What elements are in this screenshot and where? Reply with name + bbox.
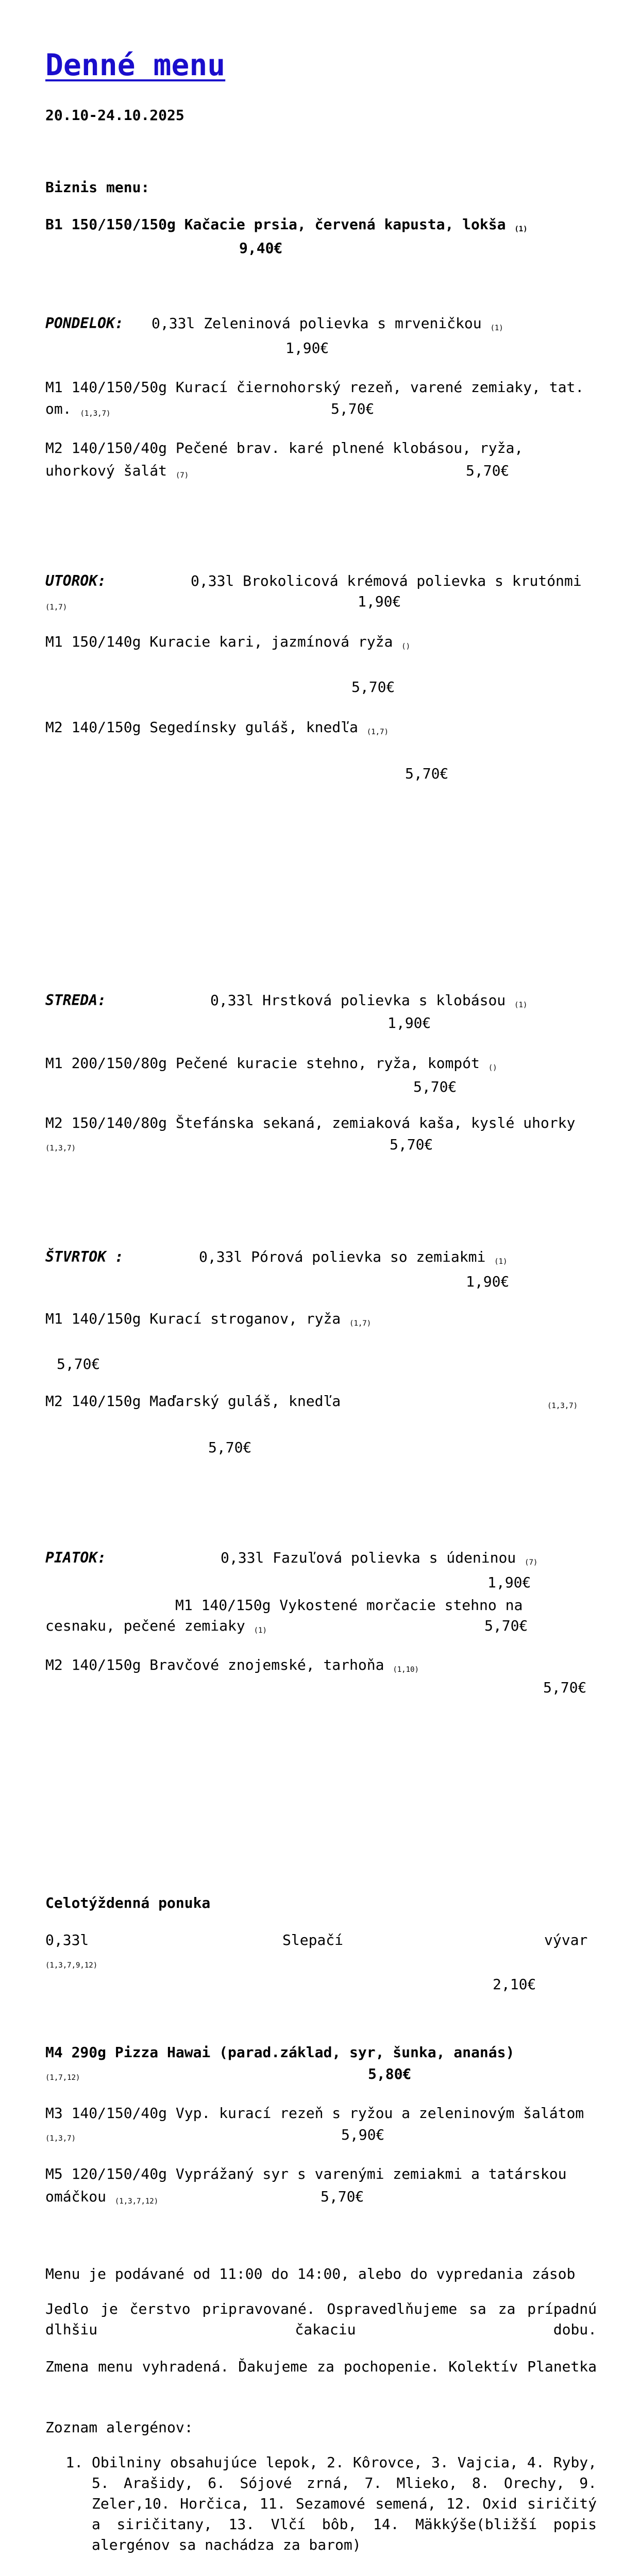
day-friday: PIATOK: (45, 1549, 107, 1566)
monday-m2-line2-text: uhorkový šalát (45, 462, 167, 479)
tuesday-soup-allergens-wrap (45, 600, 68, 612)
day-monday: PONDELOK: (45, 315, 124, 332)
wednesday-m1-allergens: () (488, 1064, 497, 1072)
weekly-soup-name: Slepačí (282, 1931, 344, 1948)
friday-m1-line2 (45, 1616, 267, 1639)
wednesday-m2-allergens: (1,3,7) (45, 1144, 76, 1153)
weekly-soup-word: vývar (544, 1931, 588, 1948)
monday-m1-line1: M1 140/150/50g Kurací čiernohorský rezeň, varené zemiaky, tat. (45, 379, 584, 396)
thursday-soup-text: 0,33l Pórová polievka so zemiakmi (199, 1248, 486, 1265)
thursday-soup-price: 1,90€ (466, 1273, 510, 1290)
thursday-m1-text: M1 140/150g Kurací stroganov, ryža (45, 1310, 341, 1327)
tuesday-m2 (45, 717, 389, 740)
weekly-m4-text: M4 290g Pizza Hawai (parad.základ, syr, šunka, ananás) (45, 2044, 515, 2061)
weekly-m3-allergens-wrap (45, 2131, 76, 2141)
weekly-m5-line1: M5 120/150/40g Vyprážaný syr s varenými zemiakmi a tatárskou (45, 2165, 567, 2182)
wednesday-m2-price: 5,70€ (390, 1136, 433, 1153)
weekly-soup-allergens: (1,3,7,9,12) (45, 1961, 98, 1970)
serving-hours: Menu je podávané od 11:00 do 14:00, alebo do vypredania zásob (45, 2265, 576, 2282)
friday-m1-price: 5,70€ (484, 1617, 528, 1634)
business-heading: Biznis menu: (45, 179, 150, 196)
thursday-soup (199, 1247, 507, 1270)
allergens-list (45, 2452, 597, 2555)
allergens-list-wrap (45, 2452, 597, 2555)
monday-m2-allergens: (7) (175, 471, 189, 480)
thursday-m2-price: 5,70€ (208, 1439, 252, 1456)
wednesday-soup (210, 990, 527, 1013)
wednesday-soup-text: 0,33l Hrstková polievka s klobásou (210, 992, 506, 1009)
thursday-m1 (45, 1309, 371, 1332)
weekly-soup-allergens-wrap (45, 1958, 97, 1968)
wednesday-soup-price: 1,90€ (388, 1014, 431, 1031)
tuesday-m2-price: 5,70€ (405, 765, 449, 782)
tuesday-m2-text: M2 140/150g Segedínsky guláš, knedľa (45, 719, 358, 736)
weekly-m5-allergens: (1,3,7,12) (114, 2197, 159, 2206)
thursday-m2-text: M2 140/150g Maďarský guláš, knedľa (45, 1393, 341, 1410)
friday-soup-price: 1,90€ (487, 1574, 531, 1591)
monday-soup-price: 1,90€ (285, 340, 329, 357)
thursday-m1-allergens: (1,7) (349, 1319, 372, 1328)
tuesday-soup: 0,33l Brokolicová krémová polievka s krutónmi (191, 572, 582, 589)
thursday-m1-price: 5,70€ (57, 1355, 100, 1372)
tuesday-soup-price: 1,90€ (358, 593, 401, 610)
thursday-soup-allergens: (1) (494, 1258, 508, 1266)
allergens-list-item: 1. Obilniny obsahujúce lepok, 2. Kôrovce, 3. Vajcia, 4. Ryby, 5. Arašidy, 6. Sójové zrná, 7. Mlieko, 8. Orechy, 9. Zeler,10. Horčica, 11. Sezamové semená, 12. Oxid siričitý a siričitany, 13. Vlčí bôb, 14. Mäkkýše(bližší popis alergénov sa nachádza za barom) (92, 2452, 597, 2555)
monday-m1-line2 (45, 399, 110, 422)
thursday-m2 (45, 1391, 341, 1412)
tuesday-m1-price: 5,70€ (351, 679, 395, 696)
friday-soup-allergens: (7) (525, 1558, 538, 1567)
monday-soup-text: 0,33l Zeleninová polievka s mrveničkou (152, 315, 482, 332)
weekly-soup-price: 2,10€ (493, 1976, 536, 1993)
weekly-soup-qty: 0,33l (45, 1931, 89, 1948)
tuesday-m1-allergens: () (401, 642, 411, 651)
weekly-heading: Celotýždenná ponuka (45, 1894, 211, 1911)
friday-m2-allergens: (1,10) (393, 1666, 419, 1674)
b1-price: 9,40€ (239, 240, 283, 257)
thursday-m2-allergens-wrap (547, 1398, 578, 1408)
b1-item (45, 214, 528, 238)
friday-m1-line2-text: cesnaku, pečené zemiaky (45, 1617, 245, 1634)
date-range: 20.10-24.10.2025 (45, 107, 184, 124)
wednesday-m2-text: M2 150/140/80g Štefánska sekaná, zemiaková kaša, kyslé uhorky (45, 1114, 576, 1131)
wednesday-m2-allergens-wrap (45, 1141, 76, 1153)
monday-soup-allergens: (1) (490, 324, 503, 332)
monday-m2-price: 5,70€ (466, 462, 510, 479)
thursday-m2-allergens: (1,3,7) (547, 1402, 578, 1410)
allergens-heading: Zoznam alergénov: (45, 2419, 193, 2436)
friday-m1-line1: M1 140/150g Vykostené morčacie stehno na (175, 1597, 523, 1614)
weekly-m3-text: M3 140/150/40g Vyp. kurací rezeň s ryžou a zeleninovým šalátom (45, 2105, 584, 2122)
wednesday-m1-price: 5,70€ (413, 1078, 457, 1095)
change-note: Zmena menu vyhradená. Ďakujeme za pochopenie. Kolektív Planetka (45, 2358, 597, 2375)
wednesday-soup-allergens: (1) (514, 1001, 528, 1009)
weekly-m5-price: 5,70€ (321, 2188, 364, 2205)
monday-soup (152, 313, 503, 336)
day-wednesday: STREDA: (45, 992, 107, 1009)
monday-m2-line1: M2 140/150/40g Pečené brav. karé plnené klobásou, ryža, (45, 439, 524, 456)
weekly-m5-line2 (45, 2187, 158, 2210)
monday-m1-allergens: (1,3,7) (80, 410, 111, 418)
tuesday-soup-allergens: (1,7) (45, 603, 68, 612)
page-title[interactable]: Denné menu (45, 47, 226, 82)
friday-m2-price: 5,70€ (543, 1679, 587, 1696)
monday-m2-line2 (45, 461, 189, 484)
weekly-m4-allergens-wrap (45, 2070, 80, 2080)
day-thursday: ŠTVRTOK : (45, 1248, 124, 1265)
wednesday-m1 (45, 1053, 497, 1076)
friday-m2 (45, 1655, 419, 1678)
wednesday-m1-text: M1 200/150/80g Pečené kuracie stehno, ryža, kompót (45, 1055, 480, 1072)
tuesday-m1 (45, 632, 410, 655)
friday-m1-allergens: (1) (254, 1626, 267, 1635)
weekly-m4-allergens: (1,7,12) (45, 2074, 80, 2082)
weekly-m3-price: 5,90€ (341, 2126, 385, 2143)
weekly-m3-allergens: (1,3,7) (45, 2134, 76, 2143)
monday-m1-line2-text: om. (45, 400, 72, 417)
friday-soup (221, 1548, 537, 1571)
weekly-m4-price: 5,80€ (368, 2065, 412, 2082)
tuesday-m1-text: M1 150/140g Kuracie kari, jazmínová ryža (45, 633, 393, 650)
friday-soup-text: 0,33l Fazuľová polievka s údeninou (221, 1549, 516, 1566)
friday-m2-text: M2 140/150g Bravčové znojemské, tarhoňa (45, 1656, 384, 1673)
b1-allergens: (1) (514, 225, 528, 233)
day-tuesday: UTOROK: (45, 572, 107, 589)
fresh-note: Jedlo je čerstvo pripravované. Ospravedlňujeme sa za prípadnú dlhšiu čakaciu dobu. (45, 2300, 597, 2338)
b1-text: B1 150/150/150g Kačacie prsia, červená kapusta, lokša (45, 216, 506, 233)
monday-m1-price: 5,70€ (331, 400, 375, 417)
weekly-m5-line2-text: omáčkou (45, 2188, 107, 2205)
tuesday-m2-allergens: (1,7) (366, 728, 389, 736)
